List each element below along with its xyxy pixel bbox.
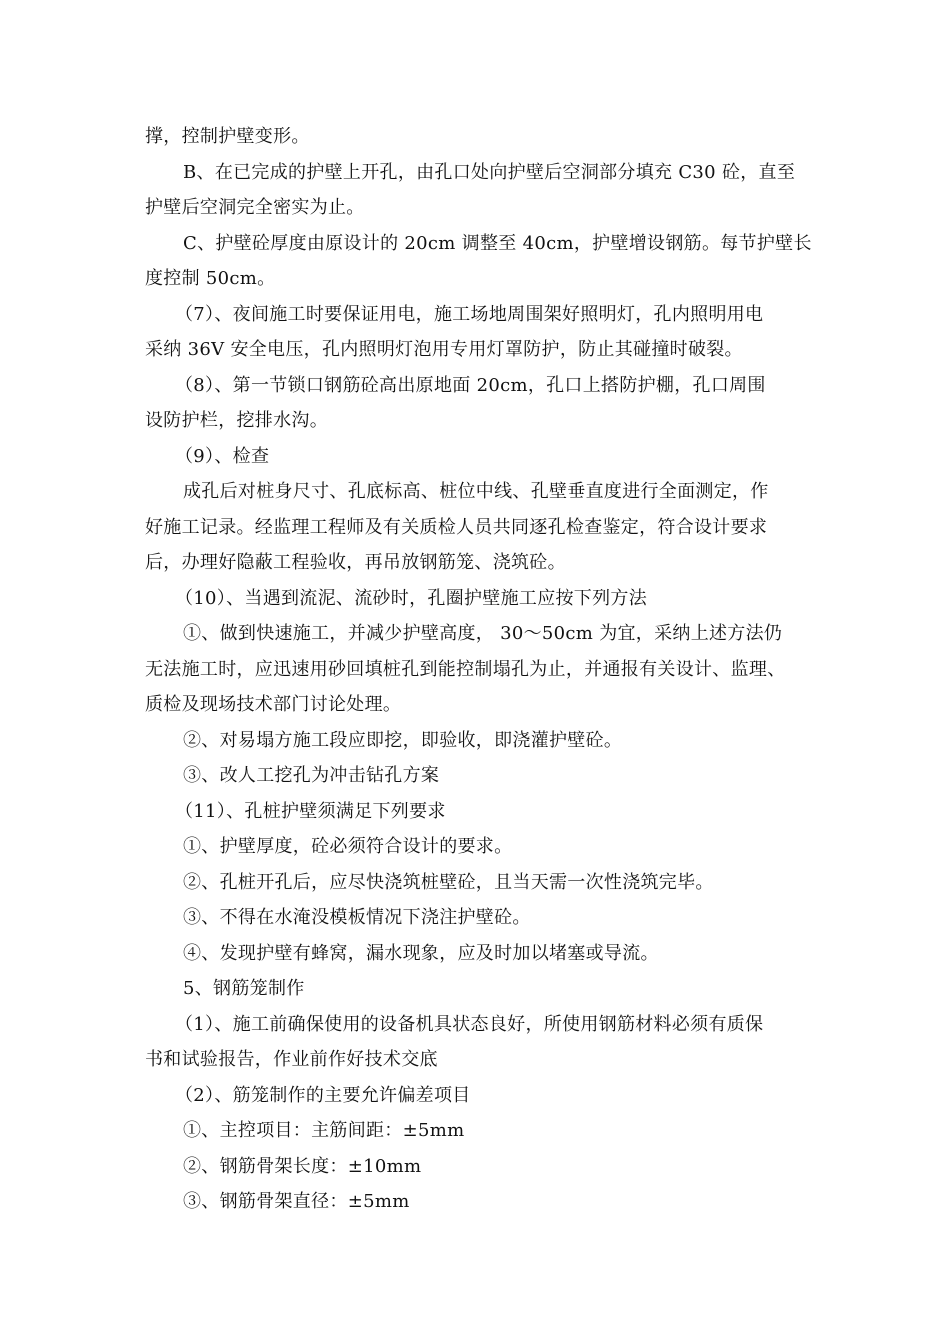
list-item: ②、孔桩开孔后，应尽快浇筑桩壁砼，且当天需一次性浇筑完毕。 [183,871,714,893]
text-line: 撑，控制护壁变形。 [145,126,310,147]
list-item: ③、钢筋骨架直径：±5mm [183,1191,410,1212]
text-line: B、在已完成的护壁上开孔，由孔口处向护壁后空洞部分填充 C30 砼，直至 [183,161,796,183]
list-item: ③、不得在水淹没模板情况下浇注护壁砼。 [183,907,531,928]
text-line: 护壁后空洞完全密实为止。 [145,197,365,218]
section-heading: （9）、检查 [175,445,270,467]
section-heading: （11）、孔桩护壁须满足下列要求 [175,800,446,822]
text-line: 好施工记录。经监理工程师及有关质检人员共同逐孔检查鉴定，符合设计要求 [145,516,768,538]
list-item: ②、钢筋骨架长度：±10mm [183,1155,422,1177]
text-line: （7）、夜间施工时要保证用电，施工场地周围架好照明灯，孔内照明用电 [175,303,764,325]
text-line: 度控制 50cm。 [145,268,276,289]
section-heading: 5、钢筋笼制作 [183,978,305,999]
list-item: ①、护壁厚度，砼必须符合设计的要求。 [183,836,513,857]
text-line: 成孔后对桩身尺寸、孔底标高、桩位中线、孔壁垂直度进行全面测定，作 [183,481,769,502]
list-item: ①、主控项目：主筋间距：±5mm [183,1120,465,1141]
document-body [145,119,825,1220]
text-line: 无法施工时，应迅速用砂回填桩孔到能控制塌孔为止，并通报有关设计、监理、 [145,658,786,680]
text-line: ①、做到快速施工，并减少护壁高度， 30～50cm 为宜，采纳上述方法仍 [183,623,783,644]
text-line: （8）、第一节锁口钢筋砼高出原地面 20cm，孔口上搭防护棚，孔口周围 [175,374,766,396]
text-line: 后，办理好隐蔽工程验收，再吊放钢筋笼、浇筑砼。 [145,552,566,573]
text-line: C、护壁砼厚度由原设计的 20cm 调整至 40cm，护壁增设钢筋。每节护壁长 [183,232,812,254]
list-item: ③、改人工挖孔为冲击钻孔方案 [183,765,440,786]
list-item: ②、对易塌方施工段应即挖，即验收，即浇灌护壁砼。 [183,729,623,751]
text-line: （1）、施工前确保使用的设备机具状态良好，所使用钢筋材料必须有质保 [175,1013,764,1035]
text-line: 设防护栏，挖排水沟。 [145,410,328,431]
text-line: 质检及现场技术部门讨论处理。 [145,694,402,715]
text-line: 书和试验报告，作业前作好技术交底 [145,1049,438,1070]
section-heading: （2）、筋笼制作的主要允许偏差项目 [175,1084,471,1106]
text-line: 采纳 36V 安全电压，孔内照明灯泡用专用灯罩防护，防止其碰撞时破裂。 [145,339,743,360]
section-heading: （10）、当遇到流泥、流砂时，孔圈护壁施工应按下列方法 [175,587,648,609]
list-item: ④、发现护壁有蜂窝，漏水现象，应及时加以堵塞或导流。 [183,942,659,964]
